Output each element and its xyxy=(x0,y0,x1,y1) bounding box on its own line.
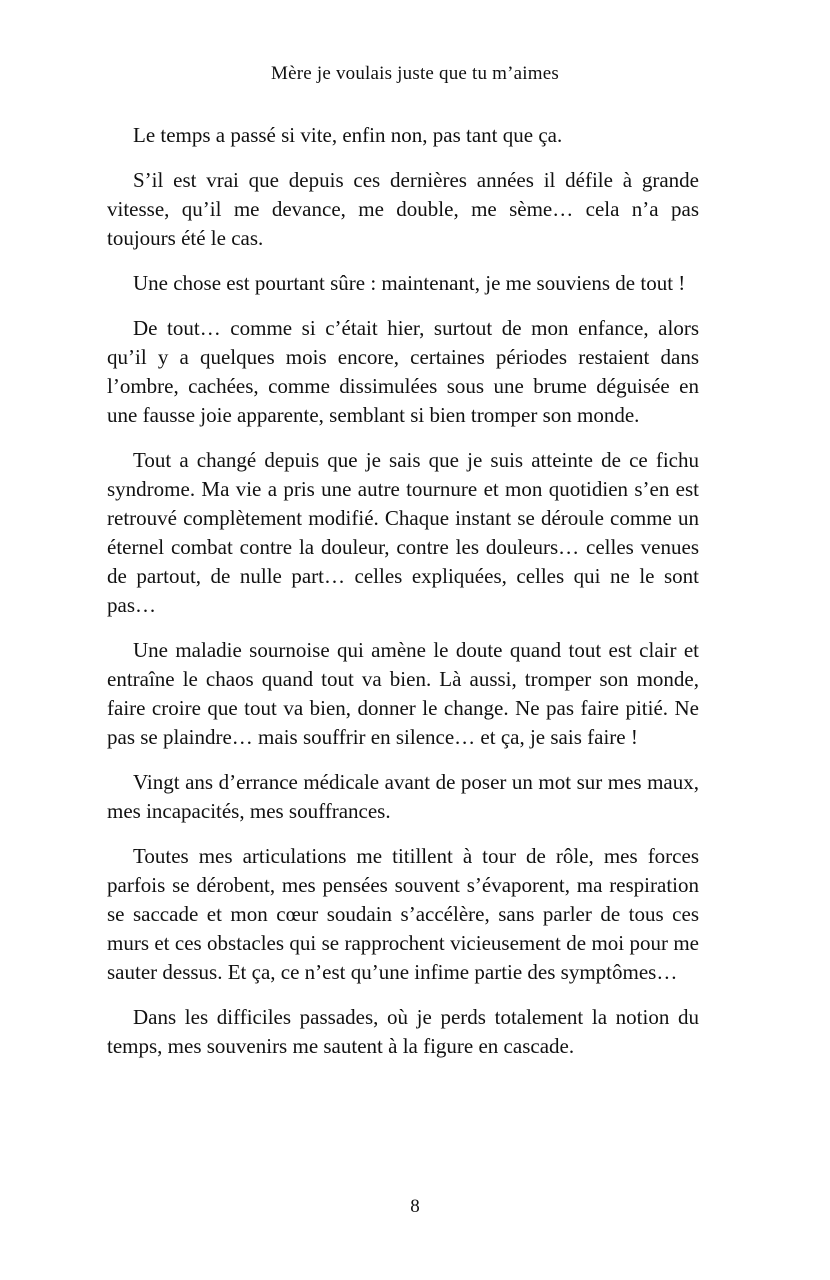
paragraph: De tout… comme si c’était hier, surtout de mon enfance, alors qu’il y a quelques mois encore, certaines périodes restaient dans l’ombre, cachées, comme dissimulées sous une brume déguisée en une fausse joie apparente, semblant si bien tromper son monde. xyxy=(107,316,699,427)
paragraph: Une chose est pourtant sûre : maintenant, je me souviens de tout ! xyxy=(133,271,686,295)
paragraph: Vingt ans d’errance médicale avant de poser un mot sur mes maux, mes incapacités, mes souffrances. xyxy=(107,770,699,823)
paragraph: Le temps a passé si vite, enfin non, pas tant que ça. xyxy=(133,123,563,147)
paragraph: Une maladie sournoise qui amène le doute quand tout est clair et entraîne le chaos quand tout va bien. Là aussi, tromper son monde, faire croire que tout va bien, donner le change. Ne pas faire pitié. Ne pas se plaindre… mais souffrir en silence… et ça, je sais faire ! xyxy=(107,638,699,749)
paragraph: Toutes mes articulations me titillent à tour de rôle, mes forces parfois se dérobent, mes pensées souvent s’évaporent, ma respiration se saccade et mon cœur soudain s’accélère, sans parler de tous ces murs et ces obstacles qui se rapprochent vicieusement de moi pour me sauter dessus. Et ça, ce n’est qu’une infime partie des symptômes… xyxy=(107,844,699,984)
paragraph: Tout a changé depuis que je sais que je suis atteinte de ce fichu syndrome. Ma vie a pris une autre tournure et mon quotidien s’en est retrouvé complètement modifié. Chaque instant se déroule comme un éternel combat contre la douleur, contre les douleurs… celles venues de partout, de nulle part… celles expliquées, celles qui ne le sont pas… xyxy=(107,448,699,617)
paragraph: S’il est vrai que depuis ces dernières années il défile à grande vitesse, qu’il me devance, me double, me sème… cela n’a pas toujours été le cas. xyxy=(107,168,699,250)
running-header-title: Mère je voulais juste que tu m’aimes xyxy=(271,63,559,84)
paragraph: Dans les difficiles passades, où je perds totalement la notion du temps, mes souvenirs me sautent à la figure en cascade. xyxy=(107,1005,699,1058)
page-number: 8 xyxy=(410,1196,420,1217)
body-text xyxy=(107,121,699,1077)
